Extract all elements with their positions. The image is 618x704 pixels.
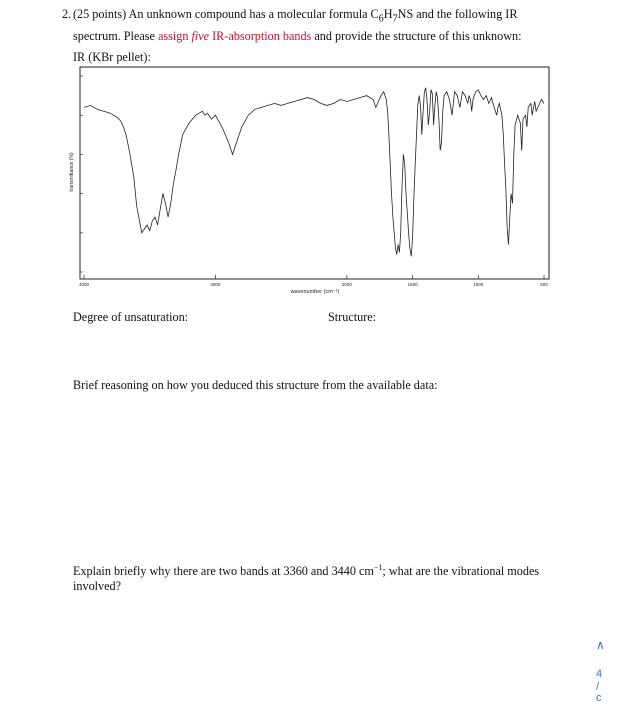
question-text-a: An unknown compound has a molecular formula C (126, 7, 379, 21)
ir-bands-text: IR-absorption bands (209, 29, 312, 44)
question-text-d: and provide the structure of this unknown: (311, 29, 522, 44)
question-text-c: spectrum. Please (73, 29, 158, 44)
explain-sup: −1 (373, 563, 383, 572)
formula-sub-c: 6 (378, 13, 384, 25)
x-tick-label: 1500 (407, 282, 418, 287)
structure-label: Structure: (328, 310, 377, 324)
page-total-partial: с (596, 692, 602, 704)
x-tick-label: 3000 (210, 282, 221, 287)
question-line-2 (73, 28, 563, 44)
question-text-b: NS and the following IR (397, 7, 518, 21)
explain-line-2: involved? (73, 579, 122, 594)
degree-label: Degree of unsaturation: (73, 310, 189, 324)
ir-label: IR (KBr pellet): (73, 50, 151, 64)
question-points: (25 points) (73, 7, 127, 21)
page-slash: / (596, 681, 600, 693)
assign-prefix: assign (157, 29, 192, 44)
page-number: 4 (596, 668, 603, 680)
formula-h: H (383, 7, 393, 21)
x-tick-label: 2000 (341, 282, 352, 287)
y-axis-label: transmittance (%) (69, 152, 75, 192)
question-number: 2. (62, 7, 72, 21)
x-axis-label: wavenumber (cm⁻¹) (290, 289, 340, 295)
five-emphasis: five (191, 29, 210, 44)
question-text (62, 6, 563, 44)
question-line-1 (73, 6, 563, 27)
x-tick-labels (79, 282, 548, 287)
explain-line-1 (73, 560, 553, 579)
reasoning-label: Brief reasoning on how you deduced this structure from the available data: (73, 378, 438, 392)
explain-question (73, 560, 553, 594)
explain-text-a: Explain briefly why there are two bands at 3360 and 3440 cm (73, 564, 374, 579)
page-up-chevron-icon[interactable]: ∧ (596, 638, 605, 652)
ir-spectrum-chart (70, 64, 556, 300)
x-tick-label: 1000 (473, 282, 484, 287)
x-tick-label: 4000 (78, 282, 90, 287)
plot-frame (80, 67, 549, 279)
formula-sub-h: 7 (392, 13, 398, 25)
x-tick-label: 500 (540, 282, 548, 287)
explain-text-b: ; what are the vibrational modes (382, 564, 540, 579)
